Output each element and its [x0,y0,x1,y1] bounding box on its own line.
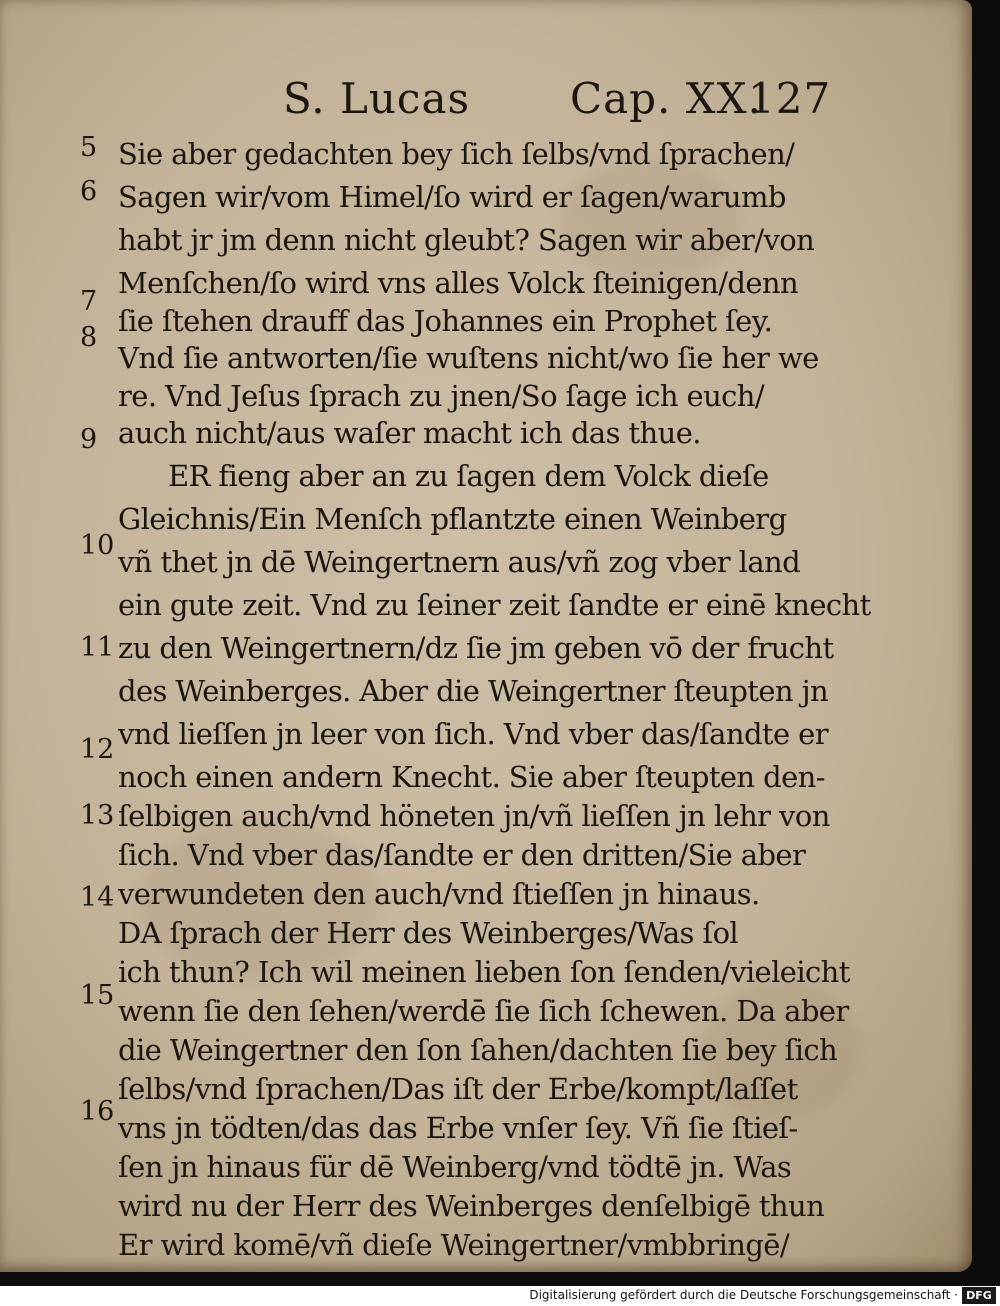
text-line: Er wird komē/vñ dieſe Weingertner/vmbbringē/ [118,1228,790,1262]
text-line: ſelbigen auch/vnd hӧneten jn/vñ lieſſen jn lehr von [118,799,830,833]
text-line: ſelbs/vnd ſprachen/Das iſt der Erbe/kompt/laſſet [118,1072,798,1106]
text-line: vns jn tӧdten/das das Erbe vnſer ſey. Vñ ſie ſtieſ- [118,1111,798,1145]
verse-number: 13 [80,800,115,831]
text-line: wenn ſie den ſehen/werdē ſie ſich ſchewen. Da aber [118,994,849,1028]
text-line: die Weingertner den ſon ſahen/dachten ſie bey ſich [118,1033,838,1067]
running-title: S. Lucas [283,74,471,123]
digitization-footer [0,1286,1000,1306]
text-line: noch einen andern Knecht. Sie aber ſteupten den- [118,760,825,794]
text-line: Vnd ſie antworten/ſie wuſtens nicht/wo ſie her we [118,341,819,375]
verse-number: 15 [80,980,115,1011]
verse-number: 16 [80,1096,115,1127]
verse-number: 12 [80,734,115,765]
chapter-heading: Cap. XX. [570,74,762,123]
text-line: re. Vnd Jeſus ſprach zu jnen/So ſage ich euch/ [118,379,765,413]
text-line: ſen jn hinaus für dē Weinberg/vnd tӧdtē jn. Was [118,1150,792,1184]
text-line: ſich. Vnd vber das/ſandte er den dritten/Sie aber [118,838,806,872]
verse-number: 6 [80,176,98,207]
text-line: vñ thet jn dē Weingertnern aus/vñ zog vber land [118,545,801,579]
text-line: auch nicht/aus waſer macht ich das thue. [118,416,701,450]
verse-number: 7 [80,286,98,317]
text-line: wird nu der Herr des Weinberges denſelbigē thun [118,1189,825,1223]
verse-number: 11 [80,632,115,663]
verse-number: 9 [80,424,98,455]
text-line: Gleichnis/Ein Menſch pflantzte einen Weinberg [118,502,787,536]
dfg-logo: DFG [962,1287,996,1304]
verse-number: 10 [80,530,115,561]
text-line: ER fieng aber an zu ſagen dem Volck dieſe [168,459,769,493]
text-line: des Weinberges. Aber die Weingertner ſteupten jn [118,674,829,708]
text-line: habt jr jm denn nicht gleubt? Sagen wir aber/von [118,223,815,257]
verse-number: 5 [80,132,98,163]
verse-number: 8 [80,322,98,353]
text-line: Menſchen/ſo wird vns alles Volck ſteinigen/denn [118,266,799,300]
text-line: vnd lieſſen jn leer von ſich. Vnd vber das/ſandte er [118,717,828,751]
text-line: DA ſprach der Herr des Weinberges/Was ſol [118,916,739,950]
text-line: ein gute zeit. Vnd zu ſeiner zeit ſandte er einē knecht [118,588,871,622]
text-line: ſie ſtehen drauff das Johannes ein Prophet ſey. [118,304,773,338]
verse-number: 14 [80,882,115,913]
funding-notice: Digitalisierung gefördert durch die Deutsche Forschungsgemeinschaft · [529,1288,958,1302]
text-line: Sagen wir/vom Himel/ſo wird er ſagen/warumb [118,180,786,214]
text-line: Sie aber gedachten bey ſich ſelbs/vnd ſprachen/ [118,137,795,171]
text-line: verwundeten den auch/vnd ſtieſſen jn hinaus. [118,877,760,911]
page-number: 127 [748,74,832,123]
text-line: zu den Weingertnern/dz ſie jm geben vō der frucht [118,631,834,665]
text-line: ich thun? Ich wil meinen lieben ſon ſenden/vieleicht [118,955,850,989]
